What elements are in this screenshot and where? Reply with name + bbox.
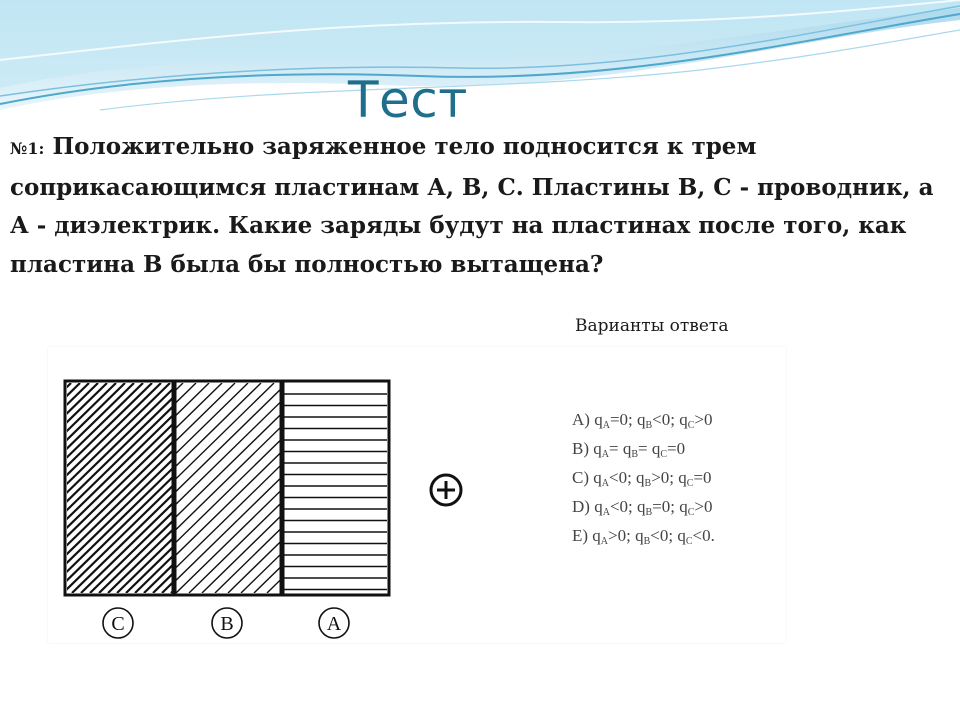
answer-term: $q_C=0$ — [651, 439, 686, 460]
label-a — [319, 608, 349, 638]
label-c — [103, 608, 133, 638]
question-text — [10, 128, 940, 284]
answer-term: $q_A<0$; — [594, 497, 637, 518]
question-body: Положительно заряженное тело подносится к трем соприкасающимся пластинам А, В, С. Пластины В, С - проводник, а А - диэлектрик. Какие заряды будут на пластинах после того, как пластина В была бы полностью вытащена? — [10, 133, 934, 278]
answer-option-id: C) — [572, 468, 594, 487]
plate-a — [281, 381, 389, 595]
answer-option — [572, 495, 715, 524]
answer-option-id: A) — [572, 410, 595, 429]
variants-label: Варианты ответа — [575, 316, 729, 336]
answer-option — [572, 524, 715, 553]
answer-term: $q_C>0$ — [679, 410, 713, 431]
plate-b — [48, 381, 521, 595]
question-number: №1: — [10, 139, 45, 158]
answer-option — [572, 408, 715, 437]
label-a-text: A — [326, 613, 342, 635]
answer-term: $q_A=0$; — [594, 410, 637, 431]
answer-term: $q_C=0$ — [678, 468, 712, 489]
answer-term: $q_B<0$; — [635, 526, 678, 547]
answer-term: $q_B<0$; — [637, 410, 680, 431]
answer-term: $q_B=0$; — [637, 497, 680, 518]
answer-option — [572, 437, 715, 466]
answer-option-id: B) — [572, 439, 594, 458]
slide-title: Тест — [348, 71, 468, 129]
label-c-text: C — [111, 613, 125, 635]
answer-term: $q_A<0$; — [593, 468, 637, 489]
answer-option-id: D) — [572, 497, 595, 516]
answer-term: $q_A=$ — [593, 439, 623, 460]
label-b-text: B — [220, 613, 234, 635]
answer-term: $q_A>0$; — [592, 526, 636, 547]
answer-options — [572, 408, 715, 553]
wave-header-decoration — [0, 0, 960, 130]
answer-term: $q_B>0$; — [636, 468, 679, 489]
answer-term: $q_B=$ — [622, 439, 652, 460]
answer-term: $q_C<0$. — [677, 526, 715, 547]
label-b — [212, 608, 242, 638]
answer-term: $q_C>0$ — [679, 497, 713, 518]
answer-option-id: E) — [572, 526, 593, 545]
charged-body-plus-icon — [431, 475, 461, 505]
answer-option — [572, 466, 715, 495]
